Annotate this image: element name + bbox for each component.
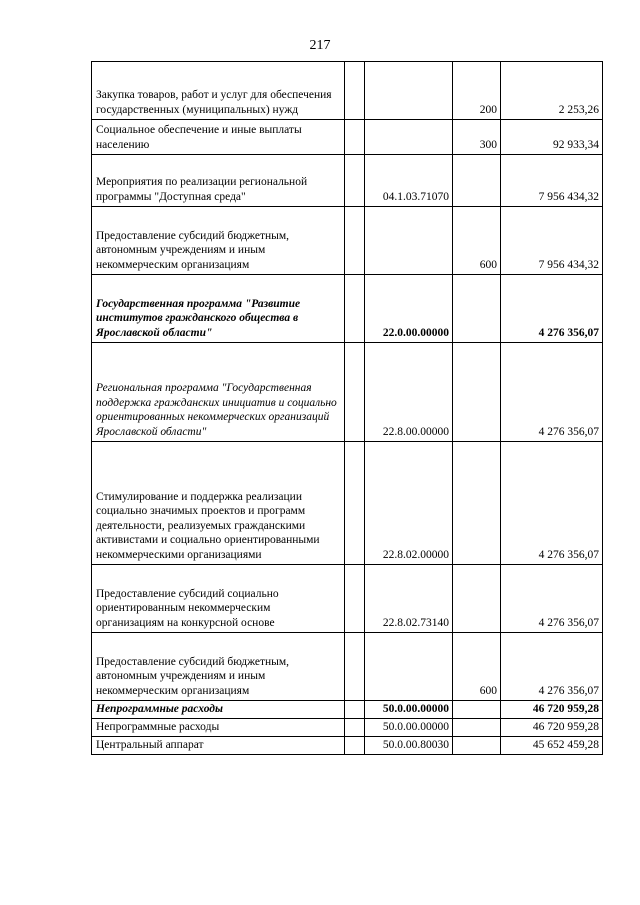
row-amount: 4 276 356,07 [501,343,603,442]
table-row [92,701,603,719]
row-type: 600 [453,207,501,275]
table-row [92,120,603,155]
row-code: 22.0.00.00000 [365,275,453,343]
empty-cell [345,120,365,155]
table-row [92,275,603,343]
row-code: 22.8.00.00000 [365,343,453,442]
empty-cell [345,442,365,565]
row-amount: 7 956 434,32 [501,155,603,207]
row-amount: 7 956 434,32 [501,207,603,275]
row-type [453,442,501,565]
empty-cell [345,207,365,275]
row-amount: 4 276 356,07 [501,565,603,633]
table-row [92,343,603,442]
budget-table [91,61,603,755]
empty-cell [345,62,365,120]
row-code: 50.0.00.00000 [365,701,453,719]
empty-cell [345,565,365,633]
row-name: Непрограммные расходы [92,719,345,737]
row-code: 04.1.03.71070 [365,155,453,207]
table-row [92,155,603,207]
row-type [453,719,501,737]
row-name: Государственная программа "Развитие институтов гражданского общества в Ярославской области" [92,275,345,343]
row-code: 22.8.02.00000 [365,442,453,565]
page-number: 217 [309,38,331,53]
empty-cell [345,155,365,207]
empty-cell [345,633,365,701]
row-amount: 4 276 356,07 [501,275,603,343]
table-row [92,737,603,755]
row-type: 300 [453,120,501,155]
empty-cell [345,719,365,737]
table-row [92,62,603,120]
row-amount: 45 652 459,28 [501,737,603,755]
row-type [453,701,501,719]
row-name: Мероприятия по реализации региональной программы "Доступная среда" [92,155,345,207]
table-row [92,633,603,701]
row-name: Социальное обеспечение и иные выплаты населению [92,120,345,155]
empty-cell [345,701,365,719]
row-name: Предоставление субсидий бюджетным, автономным учреждениям и иным некоммерческим организациям [92,207,345,275]
empty-cell [345,275,365,343]
empty-cell [345,737,365,755]
table-row [92,207,603,275]
row-code [365,120,453,155]
row-name: Непрограммные расходы [92,701,345,719]
row-amount: 46 720 959,28 [501,701,603,719]
row-code [365,62,453,120]
empty-cell [345,343,365,442]
row-code: 50.0.00.00000 [365,719,453,737]
row-name: Центральный аппарат [92,737,345,755]
row-type: 600 [453,633,501,701]
row-amount: 46 720 959,28 [501,719,603,737]
row-amount: 2 253,26 [501,62,603,120]
row-name: Предоставление субсидий бюджетным, автономным учреждениям и иным некоммерческим организациям [92,633,345,701]
row-name: Региональная программа "Государственная поддержка гражданских инициатив и социально ориентированных некоммерческих организаций Ярославской области" [92,343,345,442]
row-code [365,207,453,275]
row-amount: 92 933,34 [501,120,603,155]
row-type [453,737,501,755]
row-code: 50.0.00.80030 [365,737,453,755]
row-amount: 4 276 356,07 [501,633,603,701]
row-name: Стимулирование и поддержка реализации социально значимых проектов и программ деятельности, реализуемых гражданскими активистами и социально ориентированными некоммерческими организациями [92,442,345,565]
table-row [92,719,603,737]
row-type [453,565,501,633]
table-row [92,565,603,633]
row-type: 200 [453,62,501,120]
row-type [453,343,501,442]
table-row [92,442,603,565]
row-code: 22.8.02.73140 [365,565,453,633]
row-code [365,633,453,701]
row-type [453,275,501,343]
row-amount: 4 276 356,07 [501,442,603,565]
row-type [453,155,501,207]
row-name: Закупка товаров, работ и услуг для обеспечения государственных (муниципальных) нужд [92,62,345,120]
row-name: Предоставление субсидий социально ориентированным некоммерческим организациям на конкурсной основе [92,565,345,633]
